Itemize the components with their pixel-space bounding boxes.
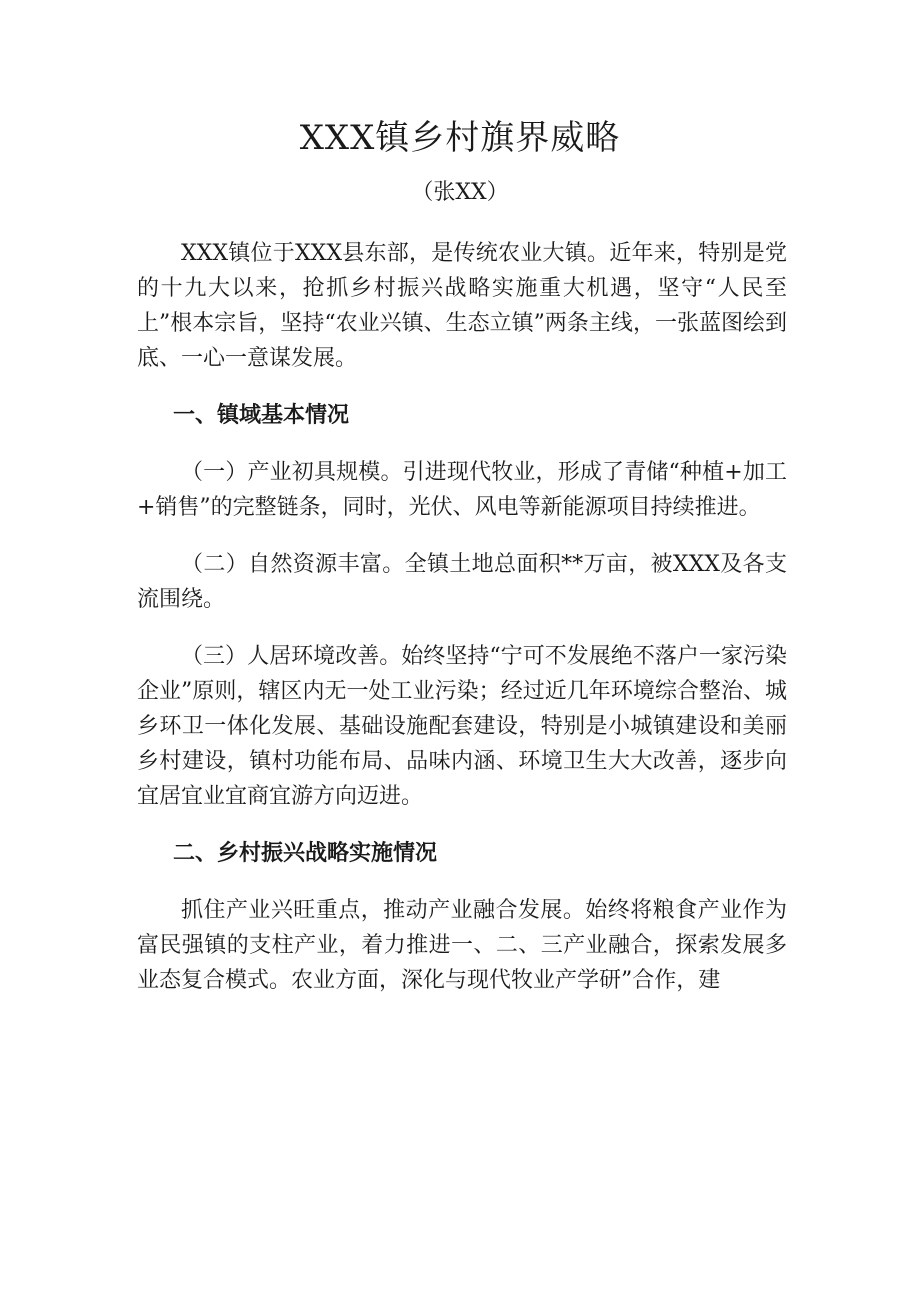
document-body — [137, 236, 787, 1020]
paragraph-environment: （三）人居环境改善。始终坚持“宁可不发展绝不落户一家污染企业”原则，辖区内无一处工业污染；经过近几年环境综合整治、城乡环卫一体化发展、基础设施配套建设，特别是小城镇建设和美丽乡村建设，镇村功能布局、品味内涵、环境卫生大大改善，逐步向宜居宜业宜商宜游方向迈进。 — [137, 644, 787, 809]
intro-paragraph: XXX镇位于XXX县东部，是传统农业大镇。近年来，特别是党的十九大以来，抢抓乡村振兴战略实施重大机遇，坚守“人民至上”根本宗旨，坚持“农业兴镇、生态立镇”两条主线，一张蓝图绘到底、一心一意谋发展。 — [137, 241, 787, 371]
paragraph-industry: （一）产业初具规模。引进现代牧业，形成了青储“种植+加工+销售”的完整链条，同时，光伏、风电等新能源项目持续推进。 — [137, 460, 787, 520]
paragraph-strategy: 抓住产业兴旺重点，推动产业融合发展。始终将粮食产业作为富民强镇的支柱产业，着力推进一、二、三产业融合，探索发展多业态复合模式。农业方面，深化与现代牧业产学研”合作，建 — [137, 898, 787, 993]
document-author: （张XX） — [411, 180, 509, 205]
section-heading-2: 二、乡村振兴战略实施情况 — [173, 840, 438, 866]
paragraph-resources: （二）自然资源丰富。全镇土地总面积**万亩，被XXX及各支流围绕。 — [137, 552, 787, 612]
section-heading-1: 一、镇域基本情况 — [173, 402, 350, 428]
document-title: XXX镇乡村旗界威略 — [299, 118, 621, 158]
